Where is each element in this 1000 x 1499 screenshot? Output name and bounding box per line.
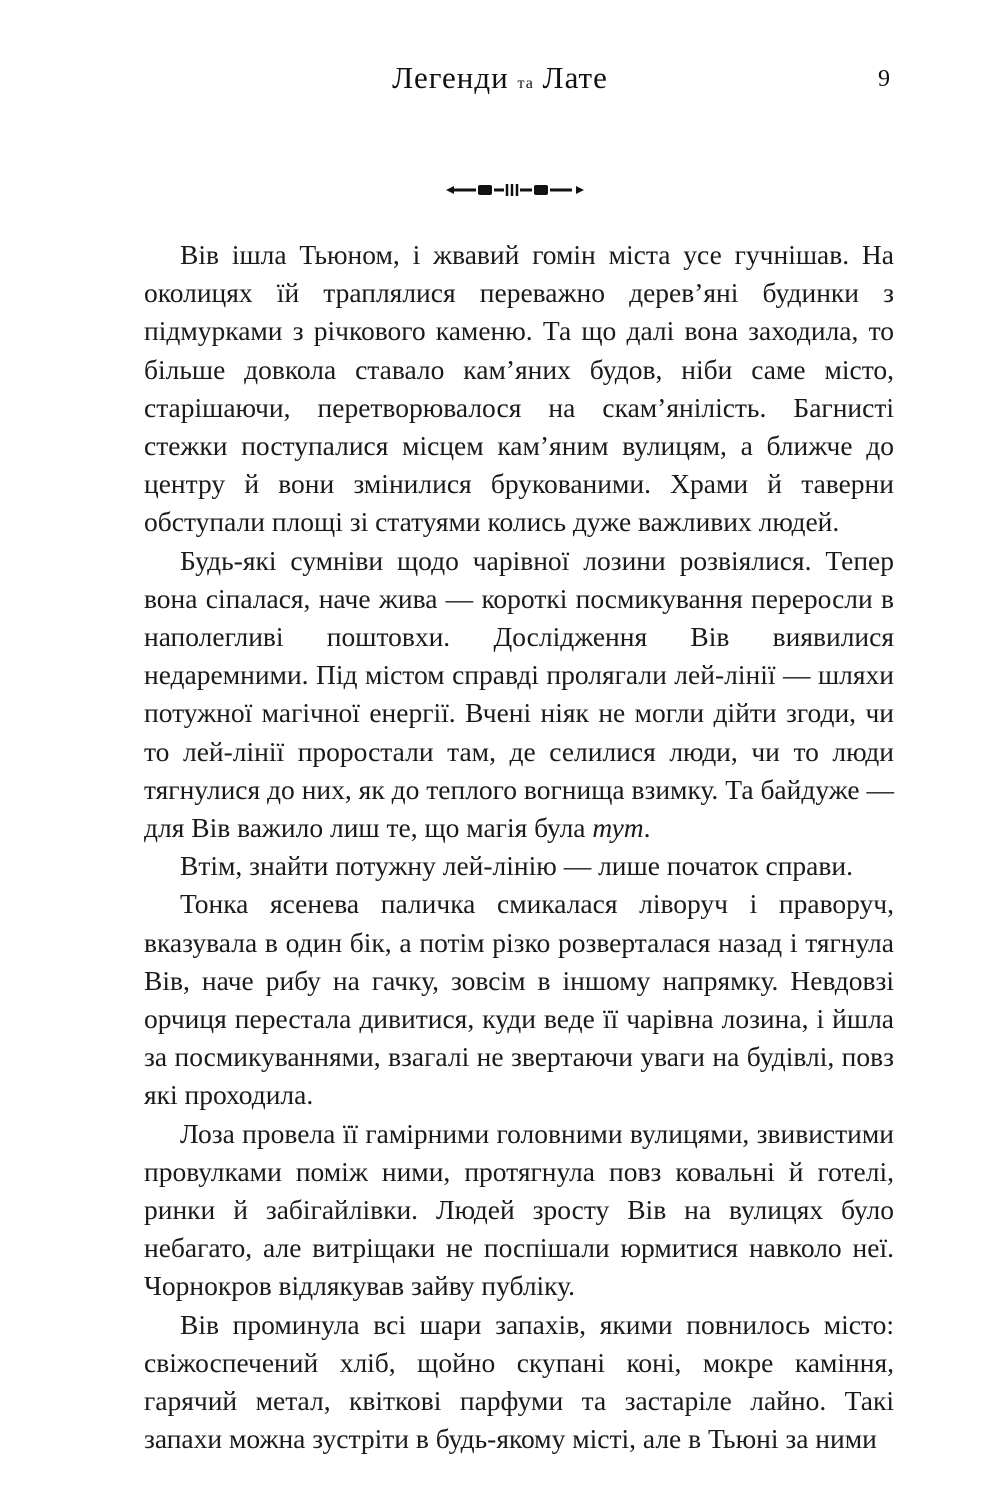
title-part-1: Легенди: [392, 60, 509, 95]
paragraph-6: Вів проминула всі шари запахів, якими повнилось місто: свіжоспечений хліб, щойно скупані коні, мокре каміння, гарячий метал, квіткові парфуми та застаріле лайно. Такі запахи можна зустріти в будь-якому місті, але в Тьюні за ними: [144, 1308, 894, 1455]
running-title: [0, 60, 1000, 96]
title-part-2: Лате: [542, 60, 608, 95]
decorative-divider-icon: [440, 178, 590, 202]
paragraph-3: Втім, знайти потужну лей-лінію — лише початок справи.: [180, 850, 853, 882]
paragraph-2-end: .: [643, 812, 651, 844]
page-header: [0, 60, 1000, 100]
title-connector: та: [517, 75, 534, 92]
body-text: [144, 236, 894, 1459]
paragraph-5: Лоза провела її гамірними головними вулицями, звивистими провулками поміж ними, протягнула повз ковальні й готелі, ринки й забігайлівки. Людей зросту Вів на вулицях було небагато, але витріщаки не поспішали юрмитися навколо неї. Чорнокров відлякував зайву публіку.: [144, 1117, 894, 1302]
paragraph-4: Тонка ясенева паличка смикалася ліворуч і праворуч, вказувала в один бік, а потім різко розверталася назад і тягнула Вів, наче рибу на гачку, зовсім в іншому напрямку. Невдовзі орчиця перестала дивитися, куди веде її чарівна лозина, і йшла за посмикуваннями, взагалі не звертаючи уваги на будівлі, повз які проходила.: [144, 888, 894, 1111]
paragraph-2-text: Будь-які сумніви щодо чарівної лозини розвіялися. Тепер вона сіпалася, наче жива — короткі посмикування переросли в наполегливі поштовхи. Дослідження Вів виявилися недаремними. Під містом справді пролягали лей-лінії — шляхи потужної магічної енергії. Вчені ніяк не могли дійти згоди, чи то лей-лінії проростали там, де селилися люди, чи то люди тягнулися до них, як до теплого вогнища взимку. Та байдуже — для Вів важило лиш те, що магія була: [144, 544, 894, 844]
paragraph-2-emphasis: тут: [592, 812, 644, 844]
page-number: 9: [878, 66, 890, 92]
paragraph-2: [144, 542, 894, 848]
paragraph-1: Вів ішла Тьюном, і жвавий гомін міста усе гучнішав. На околицях їй траплялися переважно дерев’яні будинки з підмурками з річкового каменю. Та що далі вона заходила, то більше довкола ставало кам’яних будов, ніби саме місто, старішаючи, перетворювалося на скам’янілість. Багнисті стежки поступалися місцем кам’яним вулицям, а ближче до центру й вони змінилися брукованими. Храми й таверни обступали площі зі статуями колись дуже важливих людей.: [144, 239, 894, 538]
